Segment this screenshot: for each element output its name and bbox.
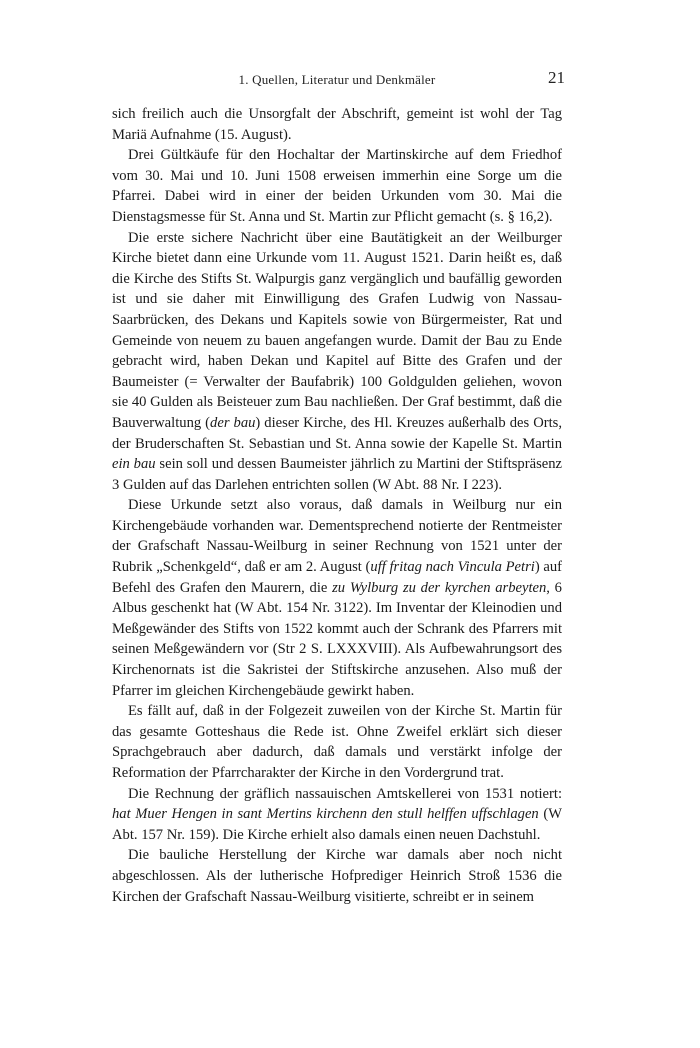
text-span: Diese Urkunde setzt also voraus, daß damals in Weilburg nur ein Kirchengebäude vorhanden war. Dementsprechend notierte der Rentmeister der Grafschaft Nassau-Weilburg in seiner Rechnung von 1521 unter der Rubrik „Schenkgeld“, daß er am 2. August (: [112, 497, 562, 576]
body-text: [112, 104, 562, 907]
text-span: ) auf Befehl des Grafen den Maurern, die: [112, 559, 562, 596]
text-span: Die Rechnung der gräflich nassauischen Amtskellerei von 1531 notiert:: [128, 785, 562, 802]
italic-quote: hat Muer Hengen in sant Mertins kirchenn den stull helffen uffschlagen: [112, 806, 539, 823]
text-span: ) dieser Kirche, des Hl. Kreuzes außerhalb des Orts, der Bruderschaften St. Sebastian und St. Anna sowie der Kapelle St. Martin: [112, 414, 562, 452]
italic-quote: der bau: [210, 414, 256, 431]
text-span: Es fällt auf, daß in der Folgezeit zuweilen von der Kirche St. Martin für das gesamte Gotteshaus die Rede ist. Ohne Zweifel erklärt sich dieser Sprachgebrauch aber dadurch, daß damals und verstärkt infolge der Reformation der Pfarrcharakter der Kirche in den Vordergrund trat.: [112, 703, 562, 781]
text-span: sich freilich auch die Unsorgfalt der Abschrift, gemeint ist wohl der Tag Mariä Aufnahme (15. August).: [112, 106, 562, 143]
paragraph-4: [112, 495, 562, 701]
paragraph-5: [112, 701, 562, 783]
paragraph-6: [112, 784, 562, 846]
italic-quote: uff fritag nach Vincula Petri: [370, 559, 535, 576]
text-span: Drei Gültkäufe für den Hochaltar der Martinskirche auf dem Friedhof vom 30. Mai und 10. Juni 1508 erweisen immerhin eine Sorge um die Pfarrei. Dabei wird in einer der beiden Urkunden vom 30. Mai die Dienstagsmesse für St. Anna und St. Martin zur Pflicht gemacht (s. § 16,2).: [112, 147, 562, 225]
paragraph-7: [112, 845, 562, 907]
text-span: , 6 Albus geschenkt hat (W Abt. 154 Nr. 3122). Im Inventar der Kleinodien und Meßgewänder des Stifts von 1522 kommt auch der Schrank des Pfarrers mit seinen Meßgewändern vor (Str 2 S. LXXXVIII). Als Aufbewahrungsort des Kirchenornats ist die Sakristei der Stiftskirche anzusehen. Also muß der Pfarrer im gleichen Kirchengebäude gewirkt haben.: [112, 579, 562, 699]
paragraph-2: [112, 145, 562, 227]
paragraph-1: [112, 104, 562, 145]
paragraph-3: [112, 228, 562, 496]
text-span: sein soll und dessen Baumeister jährlich zu Martini der Stiftspräsenz 3 Gulden auf das Darlehen entrichten sollen (W Abt. 88 Nr. I 223).: [112, 456, 563, 493]
text-span: Die bauliche Herstellung der Kirche war damals aber noch nicht abgeschlossen. Als der lutherische Hofprediger Heinrich Stroß 1536 die Kirchen der Grafschaft Nassau-Weilburg visitierte, schreibt er in seinem: [112, 847, 562, 905]
text-span: Die erste sichere Nachricht über eine Bautätigkeit an der Weilburger Kirche bietet dann eine Urkunde vom 11. August 1521. Darin heißt es, daß die Kirche des Stifts St. Walpurgis ganz vergänglich und baufällig geworden ist und sie daher mit Einwilligung des Grafen Ludwig von Nassau-Saarbrücken, des Dekans und Kapitels sowie von Bürgermeister, Rat und Gemeinde von neuem zu bauen angefangen wurde. Damit der Bau zu Ende gebracht wird, haben Dekan und Kapitel auf Bitte des Grafen und der Baumeister (= Verwalter der Baufabrik) 100 Goldgulden geliehen, wovon sie 40 Gulden als Beisteuer zum Bau nachließen. Der Graf bestimmt, daß die Bauverwaltung (: [112, 229, 562, 431]
page-number: 21: [548, 68, 565, 87]
italic-quote: ein bau: [112, 456, 156, 473]
running-head: 1. Quellen, Literatur und Denkmäler: [238, 72, 436, 87]
text-span: (W Abt. 157 Nr. 159). Die Kirche erhielt also damals einen neuen Dachstuhl.: [112, 806, 562, 843]
italic-quote: zu Wylburg zu der kyrchen arbeyten: [332, 579, 547, 596]
